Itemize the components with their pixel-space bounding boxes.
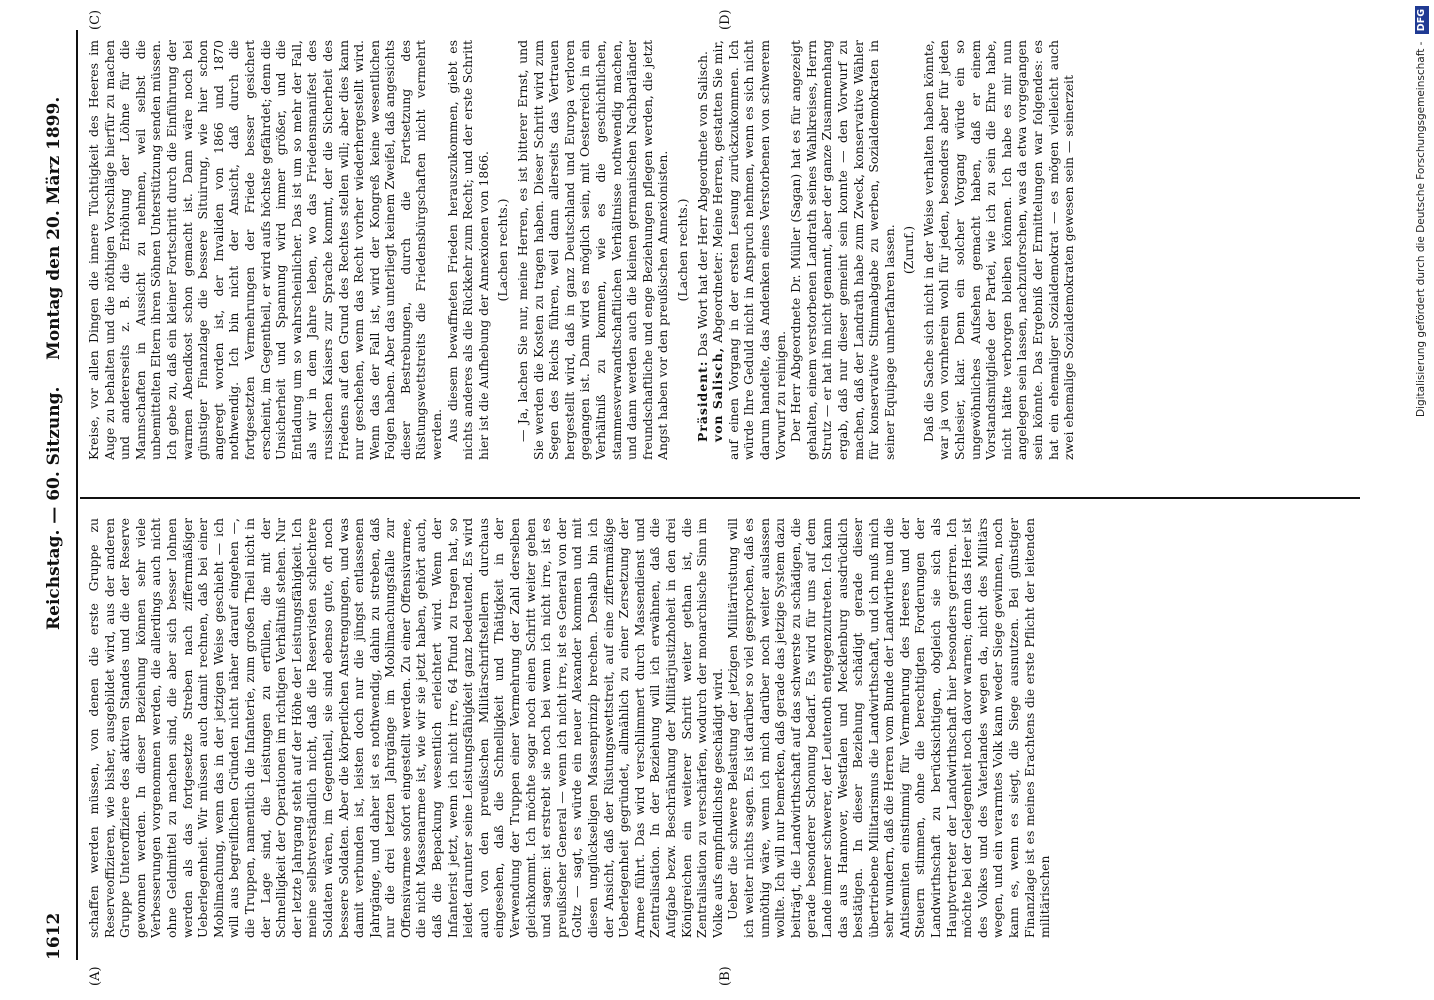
page-number: 1612 — [44, 912, 64, 960]
speaker-president: Präsident: — [694, 360, 710, 442]
right-paragraph-2: Aus diesem bewaffneten Frieden herauszukommen, giebt es nichts anderes als die Rückkehr zum Recht; und der erste Schritt hier ist die Aufhebung der Annexionen von 1866. — [444, 40, 491, 460]
left-paragraph-1: schaffen werden müssen, von denen die erste Gruppe zu Reserveoffizieren, wie bisher, ausgebildet wird, aus der anderen Gruppe Unteroffiziere des aktiven Standes und die der Reserve gewonnen werden. In dieser Beziehung können sehr viele Verbesserungen vorgenommen werden, die allerdings auch nicht ohne Geldmittel zu machen sind, die aber sich besser lohnen werden als das fortgesetzte Streben nach ziffernmäßiger Ueberlegenheit. Wir müssen auch damit rechnen, daß bei einer Mobilmachung, wenn das in der jetzigen Weise geschieht — ich will aus begreiflichen Gründen nicht näher darauf eingehen —, die Truppen, namentlich die Infanterie, zum großen Theil nicht in der Lage sind, die Leistungen zu erfüllen, die mit der Schnelligkeit der Operationen im richtigen Verhältniß stehen. Nur der letzte Jahrgang steht auf der Höhe der Leistungsfähigkeit. Ich meine selbstverständlich nicht, daß die Reservisten schlechtere Soldaten wären, im Gegentheil, sie sind ebenso gute, oft noch bessere Soldaten. Aber die körperlichen Anstrengungen, und was damit verbunden ist, leisten doch nur die jüngst entlassenen Jahrgänge, und daher ist es nothwendig, dahin zu streben, daß nur die drei letzten Jahrgänge im Mobilmachungsfalle zur Offensivarmee sofort eingestellt werden. Zu einer Offensivarmee, die nicht Massenarmee ist, wie wir sie jetzt haben, gehört auch, daß die Bepackung wesentlich erleichtert wird. Wenn der Infanterist jetzt, wenn ich nicht irre, 64 Pfund zu tragen hat, so leidet darunter seine Leistungsfähigkeit ganz bedeutend. Es wird auch von den preußischen Militärschriftstellern durchaus eingesehen, daß die Schnelligkeit und Thätigkeit in der Verwendung der Truppen einer Vermehrung der Zahl derselben gleichkommt. Ich möchte sogar noch einen Schritt weiter gehen und sagen: ist erstrebt sie noch bei wenn ich nicht irre, ist es preußischer General — wenn ich nicht irre, ist es General von der Goltz — sagt, es würde ein neuer Alexander kommen und mit diesen unglückseligen Massenprinzip brechen. Deshalb bin ich der Ansicht, daß der Rüstungswettstreit, auf eine ziffernmäßige Ueberlegenheit gegründet, allmählich zu einer Zersetzung der Armee führt. Das wird verschlimmert durch Massendienst und Zentralisation. In der Beziehung will ich erwähnen, daß die Aufgabe bezw. Beschränkung der Militärjustizhoheit in den drei Königreichen ein weiterer Schritt weiter gethan ist, die Zentralisation zu verschärfen, wodurch der monarchische Sinn im Volke aufs empfindlichste geschädigt wird. — [86, 518, 725, 938]
column-divider — [80, 497, 1360, 499]
left-paragraph-2: Ueber die schwere Belastung der jetzigen Militärrüstung will ich weiter nichts sagen. Es ist darüber so viel gesprochen, daß es unnöthig wäre, wenn ich mich darüber noch weiter auslassen wollte. Ich will nur bemerken, daß gerade das jetzige System dazu beiträgt, die Landwirthschaft auf das schwerste zu schädigen, die gerade besonderer Schonung bedarf. Es wird für uns auf dem Lande immer schwerer, der Leutenoth entgegenzutreten. Ich kann das aus Hannover, Westfalen und Mecklenburg ausdrücklich bestätigen. In dieser Beziehung schädigt gerade dieser übertriebene Militarismus die Landwirthschaft, und ich muß mich sehr wundern, daß die Herren vom Bunde der Landwirthe und die Antisemiten einstimmig für Vermehrung des Heeres und der Steuern stimmen, ohne die berechtigten Forderungen der Landwirthschaft zu berücksichtigen, obgleich sie sich als Hauptvertreter der Landwirthschaft hier besonders gerirren. Ich möchte bei der Gelegenheit noch davor warnen; denn das Heer ist des Volkes und des Vaterlandes wegen da, nicht des Militärs wegen, und ein verarmtes Volk kann weder Siege gewinnen, noch kann es, wenn es siegt, die Siege ausnutzen. Bei günstiger Finanzlage ist es meines Erachtens die erste Pflicht der leitenden militärischen — [725, 518, 1053, 938]
section-marker-d: (D) — [718, 9, 733, 30]
interjection-call: (Zuruf.) — [901, 225, 917, 275]
section-marker-c: (C) — [88, 9, 103, 30]
header-rule — [76, 30, 78, 960]
right-paragraph-5: Daß die Sache sich nicht in der Weise verhalten haben könnte, war ja von vornherein wohl für jeden, besonders aber für jeden Schlesier, klar. Denn ein solcher Vorgang würde ein so ungewöhnliches Aufsehen gemacht haben, daß er einem Vorstandsmitgliede der Partei, wie ich zu sein die Ehre habe, nicht hätte verborgen bleiben können. Ich habe es mir nun angelegen sein lassen, nachzuforschen, was da etwa vorgegangen sein könnte. Das Ergebniß der Ermittelungen war folgendes: es hat ein ehemaliger Sozialdemokrat — es mögen vielleicht auch zwei ehemalige Sozialdemokraten gewesen sein — seinerzeit — [920, 40, 1077, 460]
dfg-logo-icon: DFG — [1415, 6, 1429, 34]
interjection-laughter-2: (Lachen rechts.) — [674, 198, 690, 302]
speaker-salisch: von Salisch, — [710, 346, 726, 442]
right-paragraph-1: Kreise, vor allen Dingen die innere Tüchtigkeit des Heeres im Auge zu behalten und die nöthigen Vorschläge hierfür zu machen und andererseits z. B. die Erhöhung der Löhne für die Mannschaften in Aussicht zu nehmen, weil selbst die unbemittelten Eltern ihren Söhnen Unterstützung senden müssen. Ich gebe zu, daß ein kleiner Fortschritt durch die Einführung der warmen Abendkost schon gemacht ist. Dann wäre noch bei günstiger Finanzlage die bessere Situirung, wie hier schon angeregt worden ist, der Invaliden von 1866 und 1870 nothwendig. Ich bin nicht der Ansicht, daß durch die fortgesetzten Vermehrungen der Friede besser gesichert erscheint, im Gegentheil, er wird aufs höchste gefährdet; denn die Unsicherheit und Spannung wird immer größer, und die Entladung um so wahrscheinlicher. Das ist um so mehr der Fall, als wir in dem Jahre leben, wo das Friedensmanifest des russischen Kaisers zur Sprache kommt, der die Sicherheit des Friedens auf den Grund des Rechtes stellen will; aber dies kann nur geschehen, wenn das Recht vorher wiederhergestellt wird. Wenn das der Fall ist, wird der Kongreß keine wesentlichen Folgen haben. Aber das unterliegt keinem Zweifel, daß angesichts dieser Bestrebungen, durch die Fortsetzung des Rüstungswettstreits die Friedensbürgschaften nicht vermehrt werden. — [86, 40, 445, 460]
right-column — [86, 40, 1356, 460]
salisch-speech-text: Abgeordneter: Meine Herren, gestatten Sie mir, auf einen Vorgang in der ersten Lesung zurückzukommen. Ich würde Ihre Geduld nicht in Anspruch nehmen, wenn es sich nicht darum handelte, das Andenken eines Verstorbenen von schwerem Vorwurf zu reinigen. — [710, 40, 788, 460]
header-date: Montag den 20. März 1899. — [44, 96, 64, 360]
section-marker-b: (B) — [718, 966, 733, 986]
right-paragraph-3: — Ja, lachen Sie nur, meine Herren, es ist bitterer Ernst, und Sie werden die Kosten zu tragen haben. Dieser Schritt wird zum Segen des Reichs führen, weil dann allerseits das Vertrauen hergestellt wird, daß in ganz Deutschland und Europa verloren gegangen ist. Dann wird es möglich sein, mit Oesterreich in ein Verhältniß zu kommen, wie es die geschichtlichen, stammesverwandtschaftlichen Verhältnisse nothwendig machen, und dann werden auch die kleinen germanischen Nachbarländer freundschaftliche und enge Beziehungen pflegen werden, die jetzt Angst haben vor den preußischen Annexionisten. — [515, 40, 671, 460]
digitization-watermark — [1412, 6, 1430, 694]
watermark-text: Digitalisierung gefördert durch die Deutsche Forschungsgemeinschaft - — [1415, 41, 1427, 418]
right-paragraph-4: Der Herr Abgeordnete Dr. Müller (Sagan) hat es für angezeigt gehalten, einem verstorbenen Landrath seines Wahlkreises, Herrn Strutz — er hat ihn nicht genannt, aber der ganze Zusammenhang ergab, daß nur dieser gemeint sein konnte — den Vorwurf zu machen, daß der Landrath habe zum Zweck, konservative Wähler für konservative Stimmabgabe zu werben, Sozialdemokraten in seiner Equipage umherfahren lassen. — [788, 40, 897, 460]
president-speech-text: Das Wort hat der Herr Abgeordnete von Salisch. — [694, 51, 710, 357]
interjection-laughter: (Lachen rechts.) — [495, 198, 511, 302]
left-column — [86, 518, 1356, 938]
page-header — [44, 30, 74, 960]
section-marker-a: (A) — [88, 966, 103, 986]
header-title: Reichstag. — 60. Sitzung. — [44, 386, 64, 630]
salisch-speech — [710, 40, 788, 460]
president-speech — [695, 40, 711, 460]
